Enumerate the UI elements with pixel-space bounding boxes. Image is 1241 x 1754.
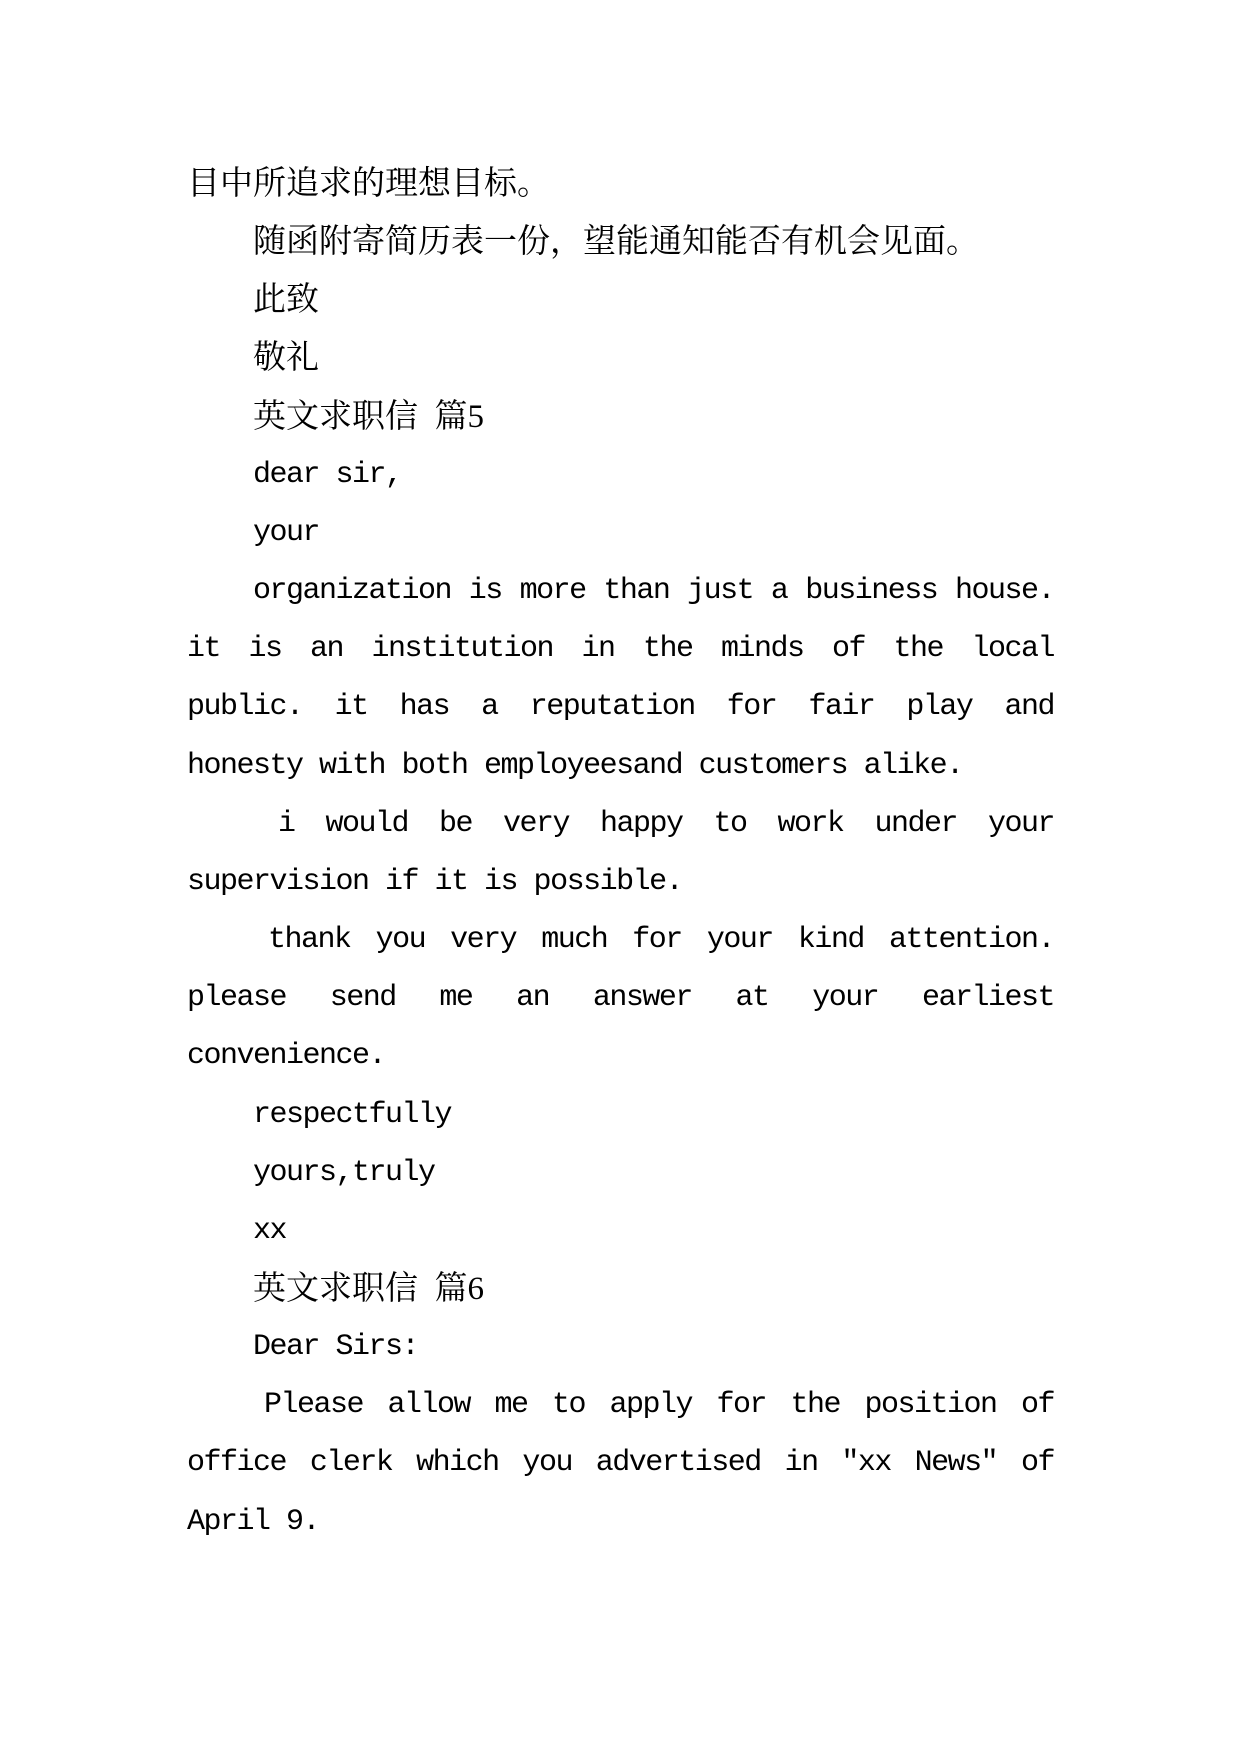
body-line: your bbox=[253, 515, 320, 550]
body-line: i would be very happy to work under your bbox=[278, 806, 1054, 841]
body-line: it is an institution in the minds of the local bbox=[187, 632, 1054, 667]
body-paragraph bbox=[187, 1376, 1054, 1550]
body-line: supervision if it is possible. bbox=[187, 864, 683, 899]
body-line: Please allow me to apply for the position of bbox=[264, 1388, 1054, 1423]
letter-heading: 英文求职信 篇5 bbox=[253, 398, 484, 435]
closing-phrase: 此致 bbox=[253, 282, 319, 319]
body-paragraph bbox=[187, 795, 1054, 911]
body-line: thank you very much for your kind attention. bbox=[268, 923, 1054, 958]
body-tail-line: 目中所追求的理想目标。 bbox=[187, 166, 550, 202]
letter-heading: 英文求职信 篇6 bbox=[253, 1270, 484, 1307]
body-paragraph bbox=[187, 911, 1054, 1085]
body-paragraph bbox=[187, 562, 1054, 795]
letter-5 bbox=[187, 388, 1054, 1260]
body-line: please send me an answer at your earliest bbox=[187, 981, 1054, 1016]
signature: xx bbox=[253, 1213, 287, 1248]
complimentary-close: respectfully bbox=[253, 1097, 452, 1132]
body-paragraph bbox=[187, 504, 1054, 562]
body-line: public. it has a reputation for fair play and bbox=[187, 690, 1054, 725]
complimentary-close: yours,truly bbox=[253, 1155, 435, 1190]
letter-6 bbox=[187, 1260, 1054, 1551]
body-line: convenience. bbox=[187, 1039, 386, 1074]
closing-phrase: 敬礼 bbox=[253, 340, 319, 377]
salutation: Dear Sirs: bbox=[253, 1330, 419, 1365]
salutation: dear sir, bbox=[253, 457, 402, 492]
body-line: organization is more than just a business house. bbox=[253, 574, 1054, 609]
document-page bbox=[187, 155, 1054, 1551]
body-line: April 9. bbox=[187, 1504, 320, 1539]
body-line: honesty with both employeesand customers alike. bbox=[187, 748, 963, 783]
enclosure-line: 随函附寄简历表一份，望能通知能否有机会见面。 bbox=[253, 224, 979, 261]
previous-letter-ending bbox=[187, 155, 1054, 388]
body-line: office clerk which you advertised in "xx News" of bbox=[187, 1446, 1054, 1481]
